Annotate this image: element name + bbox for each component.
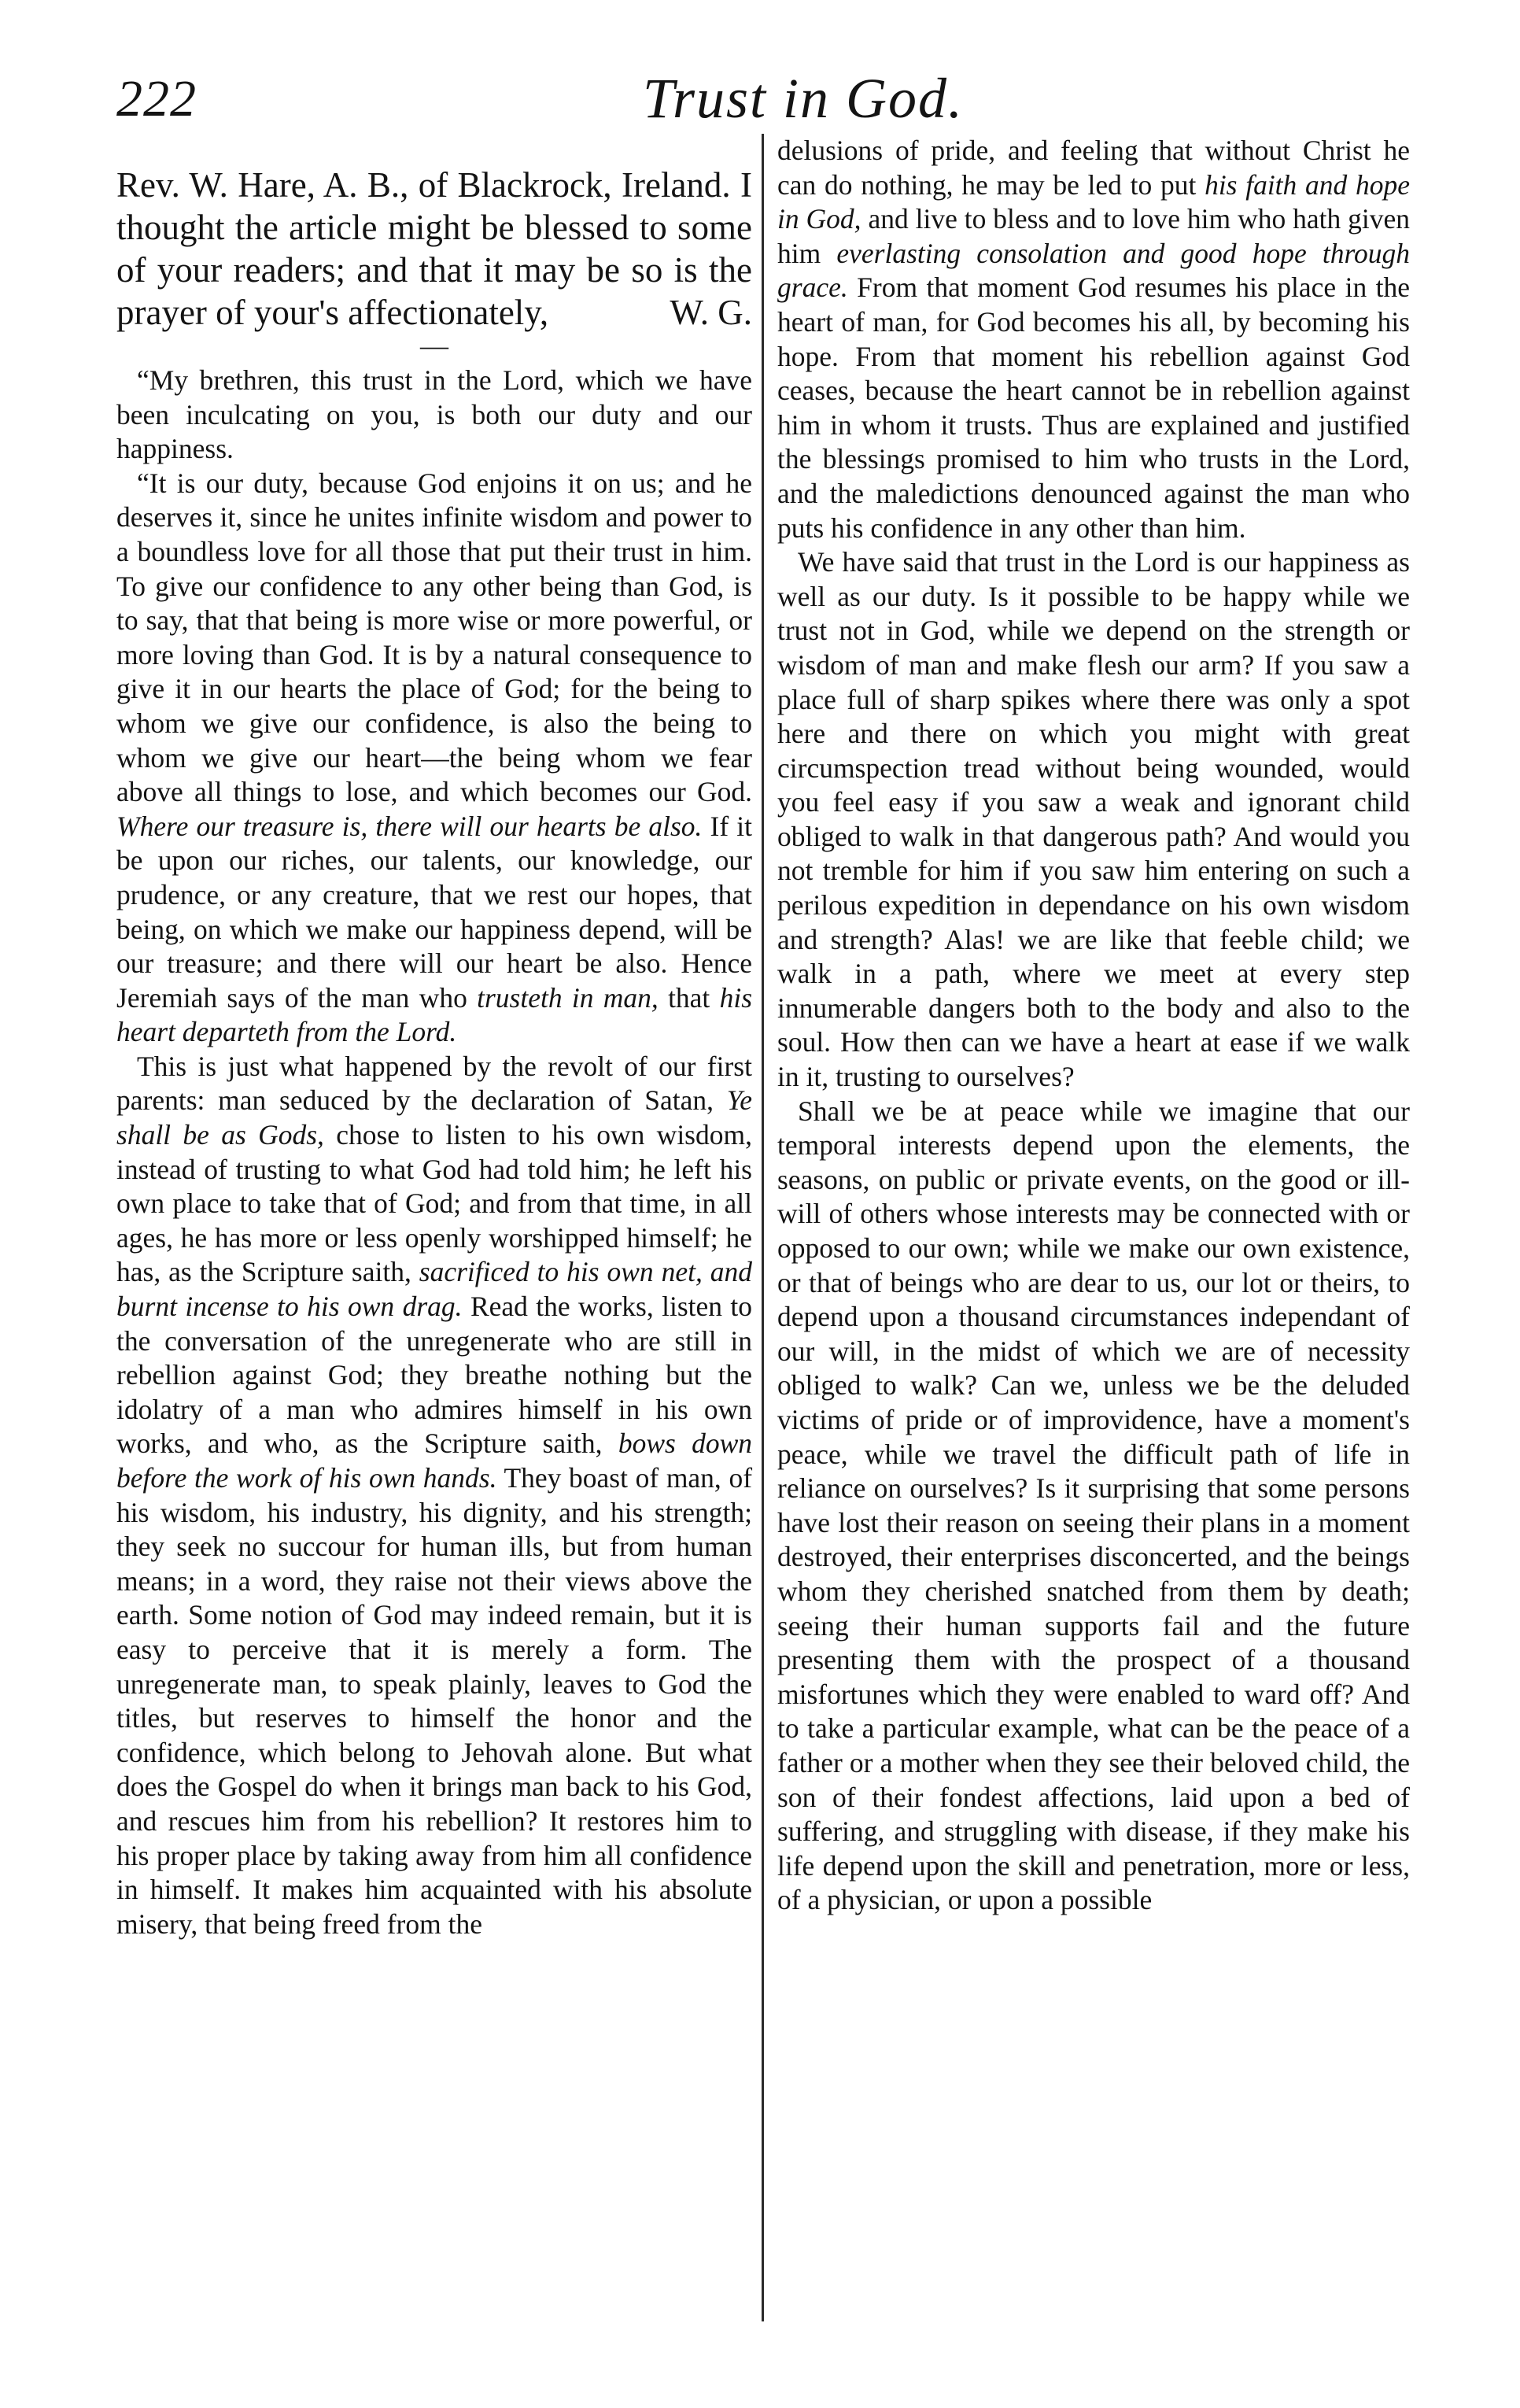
paragraph-text: and live to bless and to love him who hath given him [777, 203, 1411, 269]
paragraph [777, 545, 1410, 1095]
paragraph-text: From that moment God resumes his place in the heart of man, for God becomes his all, by becoming his hope. From that moment his rebellion against God ceases, because the heart cannot be in rebellion against him in whom it trusts. Thus are explained and justified the blessings promised to him who trusts in the Lord, and the maledictions denounced against the man who puts his confidence in any other than him. [777, 271, 1411, 544]
paragraph-text: delusions of pride, and feeling that without Christ he can do nothing, he may be led to put [777, 135, 1410, 201]
running-head: Trust in God. [642, 67, 965, 130]
paragraph-text: We have said that trust in the Lord is our happiness as well as our duty. Is it possible to be happy while we trust not in God, while we depend on the strength or wisdom of man and make flesh our arm? If you saw a place full of sharp spikes where there was only a spot here and there on which you might with great circumspection tread without being wounded, would you feel easy if you saw a weak and ignorant child obliged to walk in that dangerous path? And would you not tremble for him if you saw him entering on such a perilous expedition in dependance on his own wisdom and strength? Alas! we are like that feeble child; we walk in a path, where we meet at every step innumerable dangers both to the body and also to the soul. How then can we have a heart at ease if we walk in it, trusting to ourselves? [777, 546, 1410, 1093]
italic-quote: everlasting consolation and good hope through grace. [777, 237, 1410, 304]
paragraph [116, 467, 752, 1050]
italic-quote: Ye shall be as Gods, [116, 1084, 752, 1151]
letter-intro-text: Rev. W. Hare, A. B., of Blackrock, Ireland. I thought the article might be blessed to some of your readers; and that it may be so is the prayer of your's affectionately, [116, 165, 752, 332]
letter-intro [116, 164, 752, 334]
right-column [777, 134, 1410, 1918]
left-column [116, 164, 752, 1941]
paragraph-text: They boast of man, of his wisdom, his industry, his dignity, and his strength; they seek no succour for human ills, but from human means; in a word, they raise not their views above the earth. Some notion of God may indeed remain, but it is easy to perceive that it is merely a form. The unregenerate man, to speak plainly, leaves to God the titles, but reserves to himself the honor and the confidence, which belong to Jehovah alone. But what does the Gospel do when it brings man back to his God, and rescues him from his rebellion? It restores him to his proper place by taking away from him all confidence in himself. It makes him acquainted with his absolute misery, that being freed from the [116, 1462, 753, 1940]
page-number: 222 [116, 70, 197, 127]
paragraph-text: Read the works, listen to the conversation of the unregenerate who are still in rebellion against God; they breathe nothing but the idolatry of a man who admires himself in his own works, and who, as the Scripture saith, [116, 1291, 753, 1460]
paragraph [777, 134, 1410, 545]
column-rule [762, 134, 764, 2321]
italic-quote: sacrificed to his own net, and burnt incense to his own drag. [116, 1256, 753, 1323]
letter-signature: W. G. [670, 293, 752, 332]
separator-dash: — [420, 330, 448, 361]
paragraph-text: chose to listen to his own wisdom, instead of trusting to what God had told him; he left his own place to take that of God; and from that time, in all ages, he has more or less openly worshipped himself; he has, as the Scripture saith, [116, 1119, 752, 1288]
paragraph-text: that [668, 981, 710, 1014]
paragraph [116, 364, 752, 467]
italic-quote: trusteth in man, [477, 981, 659, 1014]
italic-quote: his faith and hope in God, [777, 168, 1410, 235]
paragraph-text: This is just what happened by the revolt of our first parents: man seduced by the declaration of Satan, [116, 1050, 752, 1117]
paragraph-text: Shall we be at peace while we imagine that our temporal interests depend upon the elements, the seasons, on public or private events, on the good or ill-will of others whose interests may be connected with or opposed to our own; while we make our own existence, or that of beings who are dear to us, our lot or theirs, to depend upon a thousand circumstances independant of our will, in the midst of which we are of necessity obliged to walk? Can we, unless we be the deluded victims of pride or of improvidence, have a moment's peace, while we travel the difficult path of life in reliance on ourselves? Is it surprising that some persons have lost their reason on seeing their plans in a moment destroyed, their enterprises disconcerted, and the beings whom they cherished snatched from them by death; seeing their human supports fail and the future presenting them with the prospect of a thousand misfortunes which they were enabled to ward off? And to take a particular example, what can be the peace of a father or a mother when they see their beloved child, the son of their fondest affections, laid upon a bed of suffering, and struggling with disease, if they make his life depend upon the skill and penetration, more or less, of a physician, or upon a possible [777, 1095, 1410, 1916]
italic-quote: Where our treasure is, there will our hearts be also. [116, 810, 703, 842]
paragraph-text: “It is our duty, because God enjoins it on us; and he deserves it, since he unites infinite wisdom and power to a boundless love for all those that put their trust in him. To give our confidence to any other being than God, is to say, that that being is more wise or more powerful, or more loving than God. It is by a natural consequence to give it in our hearts the place of God; for the being to whom we give our confidence, is also the being to whom we give our heart—the being whom we fear above all things to lose, and which becomes our God. [116, 467, 752, 808]
italic-quote: bows down before the work of his own hands. [116, 1427, 753, 1494]
paragraph-text: If it be upon our riches, our talents, our knowledge, our prudence, or any creature, that we rest our hopes, that being, on which we make our happiness depend, will be our treasure; and there will our heart be also. Hence Jeremiah says of the man who [116, 810, 753, 1014]
paragraph [116, 1050, 752, 1941]
paragraph-text: “My brethren, this trust in the Lord, which we have been inculcating on you, is both our duty and our happiness. [116, 364, 752, 465]
italic-quote: his heart departeth from the Lord. [116, 981, 753, 1048]
paragraph [777, 1095, 1410, 1918]
